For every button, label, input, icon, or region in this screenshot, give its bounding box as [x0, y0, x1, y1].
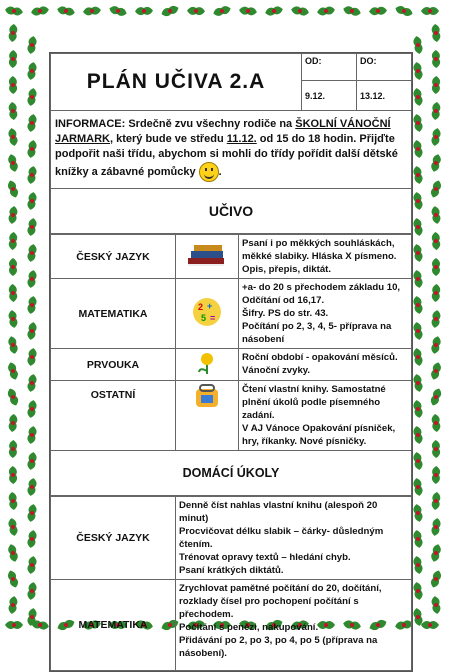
- holly-leaf-icon: [428, 308, 445, 330]
- desc-line: Počítání s penězi, nakupování.: [179, 622, 319, 633]
- desc-line: +a- do 20 s přechodem základu 10,: [242, 282, 401, 293]
- subject-cell: MATEMATIKA: [51, 580, 176, 671]
- info-date: 11.12.: [226, 133, 257, 145]
- holly-leaf-icon: [429, 257, 443, 277]
- svg-text:+: +: [207, 301, 213, 311]
- holly-leaf-icon: [429, 49, 444, 69]
- holly-leaf-icon: [4, 126, 21, 148]
- holly-leaf-icon: [23, 112, 40, 134]
- holly-leaf-icon: [426, 177, 445, 200]
- dandelion-icon: [176, 349, 239, 381]
- holly-leaf-icon: [427, 359, 446, 382]
- schoolbag-icon: [176, 381, 239, 451]
- holly-leaf-icon: [23, 476, 40, 498]
- table-row: [51, 497, 412, 580]
- ucivo-desc-prv: [239, 349, 412, 381]
- holly-leaf-icon: [420, 4, 440, 18]
- desc-line: Roční období - opakování měsíců.: [242, 352, 398, 363]
- holly-leaf-icon: [428, 412, 444, 433]
- holly-leaf-icon: [426, 385, 446, 409]
- holly-leaf-icon: [315, 3, 337, 20]
- holly-leaf-icon: [6, 439, 21, 459]
- subject-cell: MATEMATIKA: [51, 279, 176, 349]
- holly-leaf-icon: [3, 177, 22, 200]
- holly-leaf-icon: [428, 231, 443, 252]
- holly-leaf-icon: [23, 86, 40, 108]
- holly-leaf-icon: [4, 542, 22, 565]
- desc-line: Psaní i po měkkých souhláskách, měkké slabiky. Hláska X písmeno.: [242, 238, 397, 262]
- subject-cell: OSTATNÍ: [51, 381, 176, 451]
- holly-leaf-icon: [23, 190, 40, 212]
- holly-leaf-icon: [23, 164, 40, 186]
- table-row: [51, 235, 412, 279]
- od-value: 9.12.: [302, 81, 357, 111]
- holly-leaf-icon: [427, 542, 445, 565]
- svg-text:2: 2: [198, 302, 204, 312]
- desc-line: Procvičovat délku slabik – čárky- důsledným čtením.: [179, 526, 384, 550]
- info-text-4: .: [218, 165, 222, 178]
- holly-leaf-icon: [427, 152, 445, 175]
- desc-line: Přidávání po 2, po 3, po 4, po 5 (příprava na násobení).: [179, 635, 378, 659]
- holly-leaf-icon: [4, 152, 22, 175]
- holly-leaf-icon: [427, 516, 444, 538]
- holly-leaf-icon: [429, 439, 444, 459]
- holly-leaf-icon: [55, 2, 77, 20]
- holly-leaf-icon: [428, 100, 444, 121]
- info-text-3: od 15 do 18 hodin. Přijďte podpořit naši třídu, abychom si mohli do třídy pořídit další dětské knížky a zábavné pomůcky: [55, 133, 398, 178]
- holly-leaf-icon: [23, 320, 40, 342]
- ucivo-table: [50, 234, 412, 496]
- desc-line: Vánoční zvyky.: [242, 365, 311, 376]
- smiley-icon: [199, 162, 219, 182]
- holly-leaf-icon: [134, 4, 154, 19]
- holly-leaf-icon: [5, 231, 20, 252]
- desc-line: Počítání po 2, 3, 4, 5- příprava na násobení: [242, 321, 392, 345]
- desc-line: Denně číst nahlas vlastní knihu (alespoň 20 minut): [179, 500, 378, 524]
- holly-leaf-icon: [341, 2, 364, 20]
- info-block: [51, 111, 412, 189]
- holly-leaf-icon: [5, 283, 20, 304]
- desc-line: V AJ Vánoce Opakování písniček, hry, říkanky. Nové písničky.: [242, 423, 396, 447]
- holly-leaf-icon: [3, 567, 22, 590]
- holly-leaf-icon: [428, 594, 445, 616]
- od-label: OD:: [302, 54, 357, 81]
- ukoly-table: [50, 496, 412, 671]
- holly-leaf-icon: [23, 528, 40, 550]
- holly-leaf-icon: [23, 450, 40, 472]
- desc-line: Odčítání od 16,17.: [242, 295, 325, 306]
- holly-leaf-icon: [3, 385, 23, 409]
- info-text-2: , který bude ve středu: [110, 133, 227, 145]
- holly-leaf-icon: [428, 22, 444, 43]
- holly-leaf-icon: [5, 22, 21, 43]
- holly-leaf-icon: [427, 126, 444, 148]
- holly-leaf-icon: [368, 3, 389, 18]
- holly-leaf-icon: [6, 257, 20, 277]
- ucivo-desc-ost: [239, 381, 412, 451]
- holly-leaf-icon: [158, 1, 182, 21]
- subject-cell: ČESKÝ JAZYK: [51, 497, 176, 580]
- ukoly-heading: DOMÁCÍ ÚKOLY: [51, 451, 412, 496]
- holly-leaf-icon: [428, 283, 443, 304]
- do-label: DO:: [357, 54, 412, 81]
- holly-leaf-icon: [237, 3, 258, 19]
- holly-leaf-icon: [4, 516, 21, 538]
- ukoly-desc-mat: [176, 580, 412, 671]
- holly-leaf-icon: [23, 424, 40, 446]
- holly-leaf-icon: [23, 502, 40, 524]
- books-icon: [176, 235, 239, 279]
- holly-leaf-icon: [23, 268, 40, 290]
- table-row: [51, 279, 412, 349]
- table-row: [51, 580, 412, 671]
- holly-leaf-icon: [263, 2, 285, 20]
- desc-line: Psaní krátkých diktátů.: [179, 565, 284, 576]
- holly-leaf-icon: [289, 2, 311, 19]
- svg-text:=: =: [210, 313, 216, 323]
- ucivo-desc-mat: [239, 279, 412, 349]
- ucivo-desc-cj: [239, 235, 412, 279]
- lesson-plan: [49, 52, 413, 672]
- holly-leaf-icon: [81, 3, 102, 19]
- holly-leaf-icon: [186, 4, 206, 19]
- header-table: [50, 53, 412, 234]
- info-jarmark: ŠKOLNÍ VÁNOČNÍ JARMARK: [55, 118, 391, 145]
- holly-leaf-icon: [5, 490, 21, 511]
- holly-leaf-icon: [5, 594, 22, 616]
- holly-leaf-icon: [4, 334, 22, 356]
- holly-leaf-icon: [429, 75, 444, 95]
- do-value: 13.12.: [357, 81, 412, 111]
- holly-leaf-icon: [4, 359, 23, 382]
- desc-line: Trénovat opravy textů – hledání chyb.: [179, 552, 351, 563]
- holly-leaf-icon: [23, 60, 40, 82]
- holly-leaf-icon: [428, 490, 444, 511]
- holly-leaf-icon: [23, 242, 40, 264]
- holly-leaf-icon: [23, 554, 40, 576]
- info-text-1: INFORMACE: Srdečně zvu všechny rodiče na: [55, 118, 296, 130]
- page-title: PLÁN UČIVA 2.A: [51, 54, 302, 111]
- holly-leaf-icon: [5, 100, 21, 121]
- table-row: [51, 381, 412, 451]
- holly-leaf-icon: [23, 216, 40, 238]
- holly-leaf-icon: [426, 567, 445, 590]
- holly-leaf-icon: [29, 2, 51, 19]
- holly-leaf-icon: [392, 1, 415, 20]
- holly-leaf-icon: [23, 580, 40, 602]
- holly-leaf-icon: [23, 398, 40, 420]
- subject-cell: PRVOUKA: [51, 349, 176, 381]
- holly-leaf-icon: [3, 3, 25, 20]
- holly-leaf-icon: [5, 308, 22, 330]
- holly-leaf-icon: [23, 34, 40, 56]
- desc-line: Čtení vlastní knihy. Samostatné plnění úkolů podle písemného zadání.: [242, 384, 386, 421]
- svg-text:5: 5: [201, 313, 207, 323]
- holly-leaf-icon: [429, 465, 444, 485]
- holly-leaf-icon: [23, 346, 40, 368]
- ucivo-heading: UČIVO: [51, 189, 412, 234]
- desc-line: Opis, přepis, diktát.: [242, 264, 332, 275]
- holly-leaf-icon: [23, 372, 40, 394]
- holly-leaf-icon: [5, 412, 21, 433]
- holly-leaf-icon: [4, 618, 24, 632]
- holly-leaf-icon: [106, 2, 129, 21]
- holly-leaf-icon: [5, 204, 22, 226]
- desc-line: Zrychlovat pamětné počítání do 20, dočítání, rozklady čísel pro pochopení počítání s přechodem.: [179, 583, 382, 620]
- subject-cell: ČESKÝ JAZYK: [51, 235, 176, 279]
- holly-leaf-icon: [23, 294, 40, 316]
- holly-leaf-icon: [6, 75, 21, 95]
- holly-leaf-icon: [428, 204, 445, 226]
- holly-leaf-icon: [210, 2, 233, 21]
- holly-leaf-icon: [427, 334, 445, 356]
- ukoly-desc-cj: [176, 497, 412, 580]
- table-row: [51, 349, 412, 381]
- holly-leaf-icon: [23, 138, 40, 160]
- holly-leaf-icon: [6, 49, 21, 69]
- holly-leaf-icon: [6, 465, 21, 485]
- math-icon: [176, 279, 239, 349]
- desc-line: Šifry. PS do str. 43.: [242, 308, 329, 319]
